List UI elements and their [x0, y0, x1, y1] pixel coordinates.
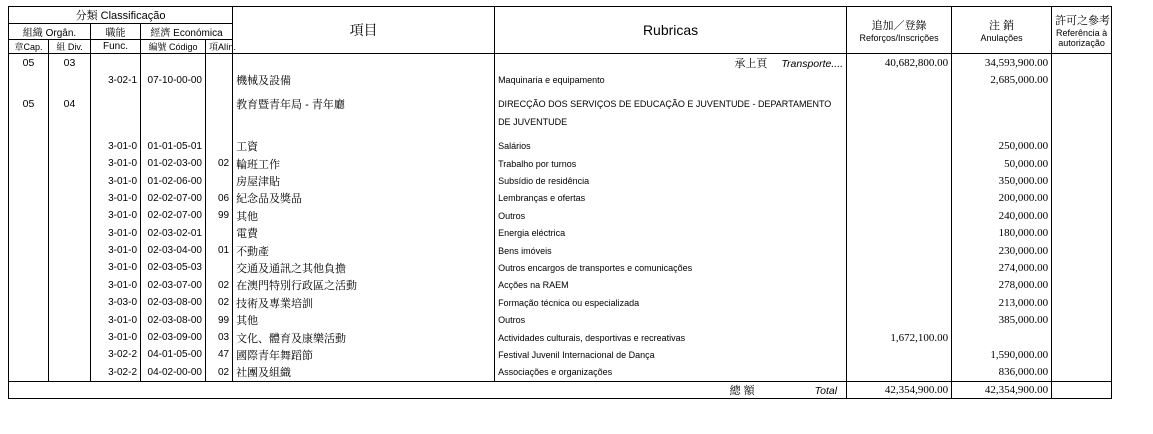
- cell-reforcos: 1,672,100.00: [847, 329, 952, 346]
- cell-item: 輪班工作: [233, 155, 495, 172]
- transport-label-pt: Transporte....: [781, 57, 844, 70]
- header-cap: 章Cap.: [9, 40, 49, 54]
- cell-item: 紀念品及獎品: [233, 190, 495, 207]
- table-row-department-cont: [9, 113, 1112, 130]
- cell-cap: 05: [9, 54, 49, 72]
- cell-codigo: 02-03-08-00: [141, 311, 206, 328]
- cell-cap: 05: [9, 96, 49, 113]
- cell-rubrica: Subsídio de residência: [495, 172, 847, 189]
- header-classificacao: 分類 Classificação: [9, 7, 233, 24]
- cell-rubrica: Energia eléctrica: [495, 225, 847, 242]
- cell-item: 教育暨青年局 - 青年廳: [233, 96, 495, 113]
- header-item: 項目: [233, 7, 495, 54]
- cell-alin: [206, 138, 233, 155]
- cell-rubrica: Festival Juvenil Internacional de Dança: [495, 346, 847, 363]
- header-codigo: 編號 Código: [141, 40, 206, 54]
- cell-alin: 02: [206, 364, 233, 382]
- table-row: [9, 311, 1112, 328]
- table-row: [9, 346, 1112, 363]
- cell-codigo: 02-03-05-03: [141, 259, 206, 276]
- cell-rubrica: Formação técnica ou especializada: [495, 294, 847, 311]
- cell-anulacoes: 213,000.00: [952, 294, 1052, 311]
- budget-table: [8, 6, 1112, 399]
- cell-alin: 06: [206, 190, 233, 207]
- cell-reforcos: [847, 364, 952, 382]
- cell-anulacoes: 350,000.00: [952, 172, 1052, 189]
- cell-func: 3-01-0: [91, 225, 141, 242]
- cell-rubrica-line2: DE JUVENTUDE: [495, 113, 847, 130]
- cell-rubrica: Trabalho por turnos: [495, 155, 847, 172]
- cell-anulacoes: 2,685,000.00: [952, 71, 1052, 88]
- cell-func: 3-02-2: [91, 364, 141, 382]
- cell-alin: [206, 172, 233, 189]
- cell-alin: 47: [206, 346, 233, 363]
- table-row: [9, 364, 1112, 382]
- table-row-maquinaria: [9, 71, 1112, 88]
- header-funcional-pt: Func.: [91, 40, 141, 54]
- cell-reforcos: [847, 259, 952, 276]
- cell-codigo: 04-01-05-00: [141, 346, 206, 363]
- cell-codigo: 02-03-07-00: [141, 277, 206, 294]
- cell-func: 3-01-0: [91, 259, 141, 276]
- header-funcional-zh: 職能: [91, 24, 141, 40]
- cell-alin: 99: [206, 311, 233, 328]
- cell-anulacoes: 385,000.00: [952, 311, 1052, 328]
- total-label-pt: Total: [814, 385, 838, 398]
- cell-anulacoes: 240,000.00: [952, 207, 1052, 224]
- cell-alin: 02: [206, 294, 233, 311]
- cell-transport-label: [495, 54, 847, 72]
- cell-reforcos: [847, 294, 952, 311]
- cell-rubrica: Maquinaria e equipamento: [495, 71, 847, 88]
- header-referencia-zh: 許可之參考: [1055, 15, 1111, 27]
- cell-reforcos: [847, 311, 952, 328]
- cell-anulacoes: 250,000.00: [952, 138, 1052, 155]
- cell-func: 3-01-0: [91, 329, 141, 346]
- table-row-total: [9, 382, 1112, 399]
- cell-func: 3-01-0: [91, 172, 141, 189]
- cell-anulacoes: 836,000.00: [952, 364, 1052, 382]
- cell-anulacoes: 230,000.00: [952, 242, 1052, 259]
- cell-codigo: 04-02-00-00: [141, 364, 206, 382]
- cell-func: 3-03-0: [91, 294, 141, 311]
- cell-func: 3-01-0: [91, 190, 141, 207]
- cell-func: 3-01-0: [91, 311, 141, 328]
- cell-item: 文化、體育及康樂活動: [233, 329, 495, 346]
- cell-reforcos: [847, 225, 952, 242]
- cell-func: 3-01-0: [91, 207, 141, 224]
- cell-rubrica: Outros encargos de transportes e comunicações: [495, 259, 847, 276]
- cell-reforcos: [847, 207, 952, 224]
- table-row: [9, 329, 1112, 346]
- cell-func: 3-01-0: [91, 138, 141, 155]
- table-row-department: [9, 96, 1112, 113]
- cell-anulacoes: 278,000.00: [952, 277, 1052, 294]
- header-reforcos-zh: 追加／登錄: [871, 20, 927, 32]
- cell-anulacoes: 200,000.00: [952, 190, 1052, 207]
- table-row: [9, 138, 1112, 155]
- cell-div: 03: [49, 54, 91, 72]
- table-row: [9, 172, 1112, 189]
- table-row: [9, 294, 1112, 311]
- cell-item: 交通及通訊之其他負擔: [233, 259, 495, 276]
- cell-item: 工資: [233, 138, 495, 155]
- cell-item: 機械及設備: [233, 71, 495, 88]
- spacer-row: [9, 131, 1112, 138]
- cell-item: 不動產: [233, 242, 495, 259]
- cell-reforcos: [847, 172, 952, 189]
- total-reforcos: 42,354,900.00: [847, 382, 952, 399]
- total-anulacoes: 42,354,900.00: [952, 382, 1052, 399]
- cell-item: 國際青年舞蹈節: [233, 346, 495, 363]
- table-row-transport: [9, 54, 1112, 72]
- header-anulacoes-pt: Anulações: [980, 33, 1023, 43]
- cell-rubrica: Salários: [495, 138, 847, 155]
- cell-func: 3-01-0: [91, 242, 141, 259]
- header-div: 組 Div.: [49, 40, 91, 54]
- header-referencia-pt1: Referência à: [1056, 28, 1108, 38]
- cell-reforcos: 40,682,800.00: [847, 54, 952, 72]
- cell-anulacoes: 1,590,000.00: [952, 346, 1052, 363]
- cell-alin: 01: [206, 242, 233, 259]
- spacer-row: [9, 89, 1112, 96]
- table-row: [9, 225, 1112, 242]
- cell-anulacoes: 34,593,900.00: [952, 54, 1052, 72]
- cell-alin: 03: [206, 329, 233, 346]
- cell-item: 電費: [233, 225, 495, 242]
- cell-rubrica: Acções na RAEM: [495, 277, 847, 294]
- cell-codigo: 02-03-02-01: [141, 225, 206, 242]
- cell-alin: 02: [206, 277, 233, 294]
- header-economica: 經濟 Económica: [141, 24, 233, 40]
- cell-rubrica: Actividades culturais, desportivas e recreativas: [495, 329, 847, 346]
- cell-rubrica: Lembranças e ofertas: [495, 190, 847, 207]
- cell-reforcos: [847, 138, 952, 155]
- cell-item: 社團及組織: [233, 364, 495, 382]
- cell-codigo: 02-03-04-00: [141, 242, 206, 259]
- cell-codigo: 07-10-00-00: [141, 71, 206, 88]
- table-row: [9, 259, 1112, 276]
- cell-reforcos: [847, 346, 952, 363]
- cell-div: 04: [49, 96, 91, 113]
- cell-func: 3-01-0: [91, 155, 141, 172]
- table-row: [9, 190, 1112, 207]
- cell-codigo: 02-03-08-00: [141, 294, 206, 311]
- header-alin: 項Alín.: [206, 40, 233, 54]
- table-row: [9, 155, 1112, 172]
- header-organica: 組織 Orgân.: [9, 24, 91, 40]
- cell-reforcos: [847, 190, 952, 207]
- cell-rubrica-line1: DIRECÇÃO DOS SERVIÇOS DE EDUCAÇÃO E JUVENTUDE - DEPARTAMENTO: [495, 96, 847, 113]
- cell-rubrica: Bens imóveis: [495, 242, 847, 259]
- header-referencia: [1052, 7, 1112, 54]
- cell-func: 3-01-0: [91, 277, 141, 294]
- header-reforcos-pt: Reforços/Inscrições: [859, 33, 939, 43]
- cell-alin: 02: [206, 155, 233, 172]
- cell-rubrica: Associações e organizações: [495, 364, 847, 382]
- header-rubricas: Rubricas: [495, 7, 847, 54]
- table-row: [9, 277, 1112, 294]
- cell-item: 技術及專業培訓: [233, 294, 495, 311]
- cell-reforcos: [847, 277, 952, 294]
- cell-anulacoes: 180,000.00: [952, 225, 1052, 242]
- cell-item: 在澳門特別行政區之活動: [233, 277, 495, 294]
- cell-reforcos: [847, 155, 952, 172]
- total-label-zh: 總 額: [729, 385, 755, 398]
- cell-item: 其他: [233, 207, 495, 224]
- cell-codigo: 02-02-07-00: [141, 190, 206, 207]
- cell-anulacoes: [952, 329, 1052, 346]
- cell-reforcos: [847, 242, 952, 259]
- cell-func: 3-02-2: [91, 346, 141, 363]
- cell-item: 其他: [233, 311, 495, 328]
- cell-anulacoes: 274,000.00: [952, 259, 1052, 276]
- cell-anulacoes: 50,000.00: [952, 155, 1052, 172]
- cell-item: 房屋津貼: [233, 172, 495, 189]
- cell-rubrica: Outros: [495, 311, 847, 328]
- header-referencia-pt2: autorização: [1058, 38, 1105, 48]
- cell-codigo: 02-02-07-00: [141, 207, 206, 224]
- cell-func: 3-02-1: [91, 71, 141, 88]
- cell-codigo: 02-03-09-00: [141, 329, 206, 346]
- cell-rubrica: Outros: [495, 207, 847, 224]
- total-label: [9, 382, 847, 399]
- transport-label-zh: 承上頁: [734, 57, 768, 70]
- cell-alin: [206, 225, 233, 242]
- cell-codigo: 01-02-06-00: [141, 172, 206, 189]
- cell-codigo: 01-01-05-01: [141, 138, 206, 155]
- header-anulacoes-zh: 注 銷: [989, 20, 1015, 32]
- table-row: [9, 242, 1112, 259]
- header-reforcos: [847, 7, 952, 54]
- header-anulacoes: [952, 7, 1052, 54]
- table-row: [9, 207, 1112, 224]
- cell-codigo: 01-02-03-00: [141, 155, 206, 172]
- cell-alin: 99: [206, 207, 233, 224]
- cell-alin: [206, 259, 233, 276]
